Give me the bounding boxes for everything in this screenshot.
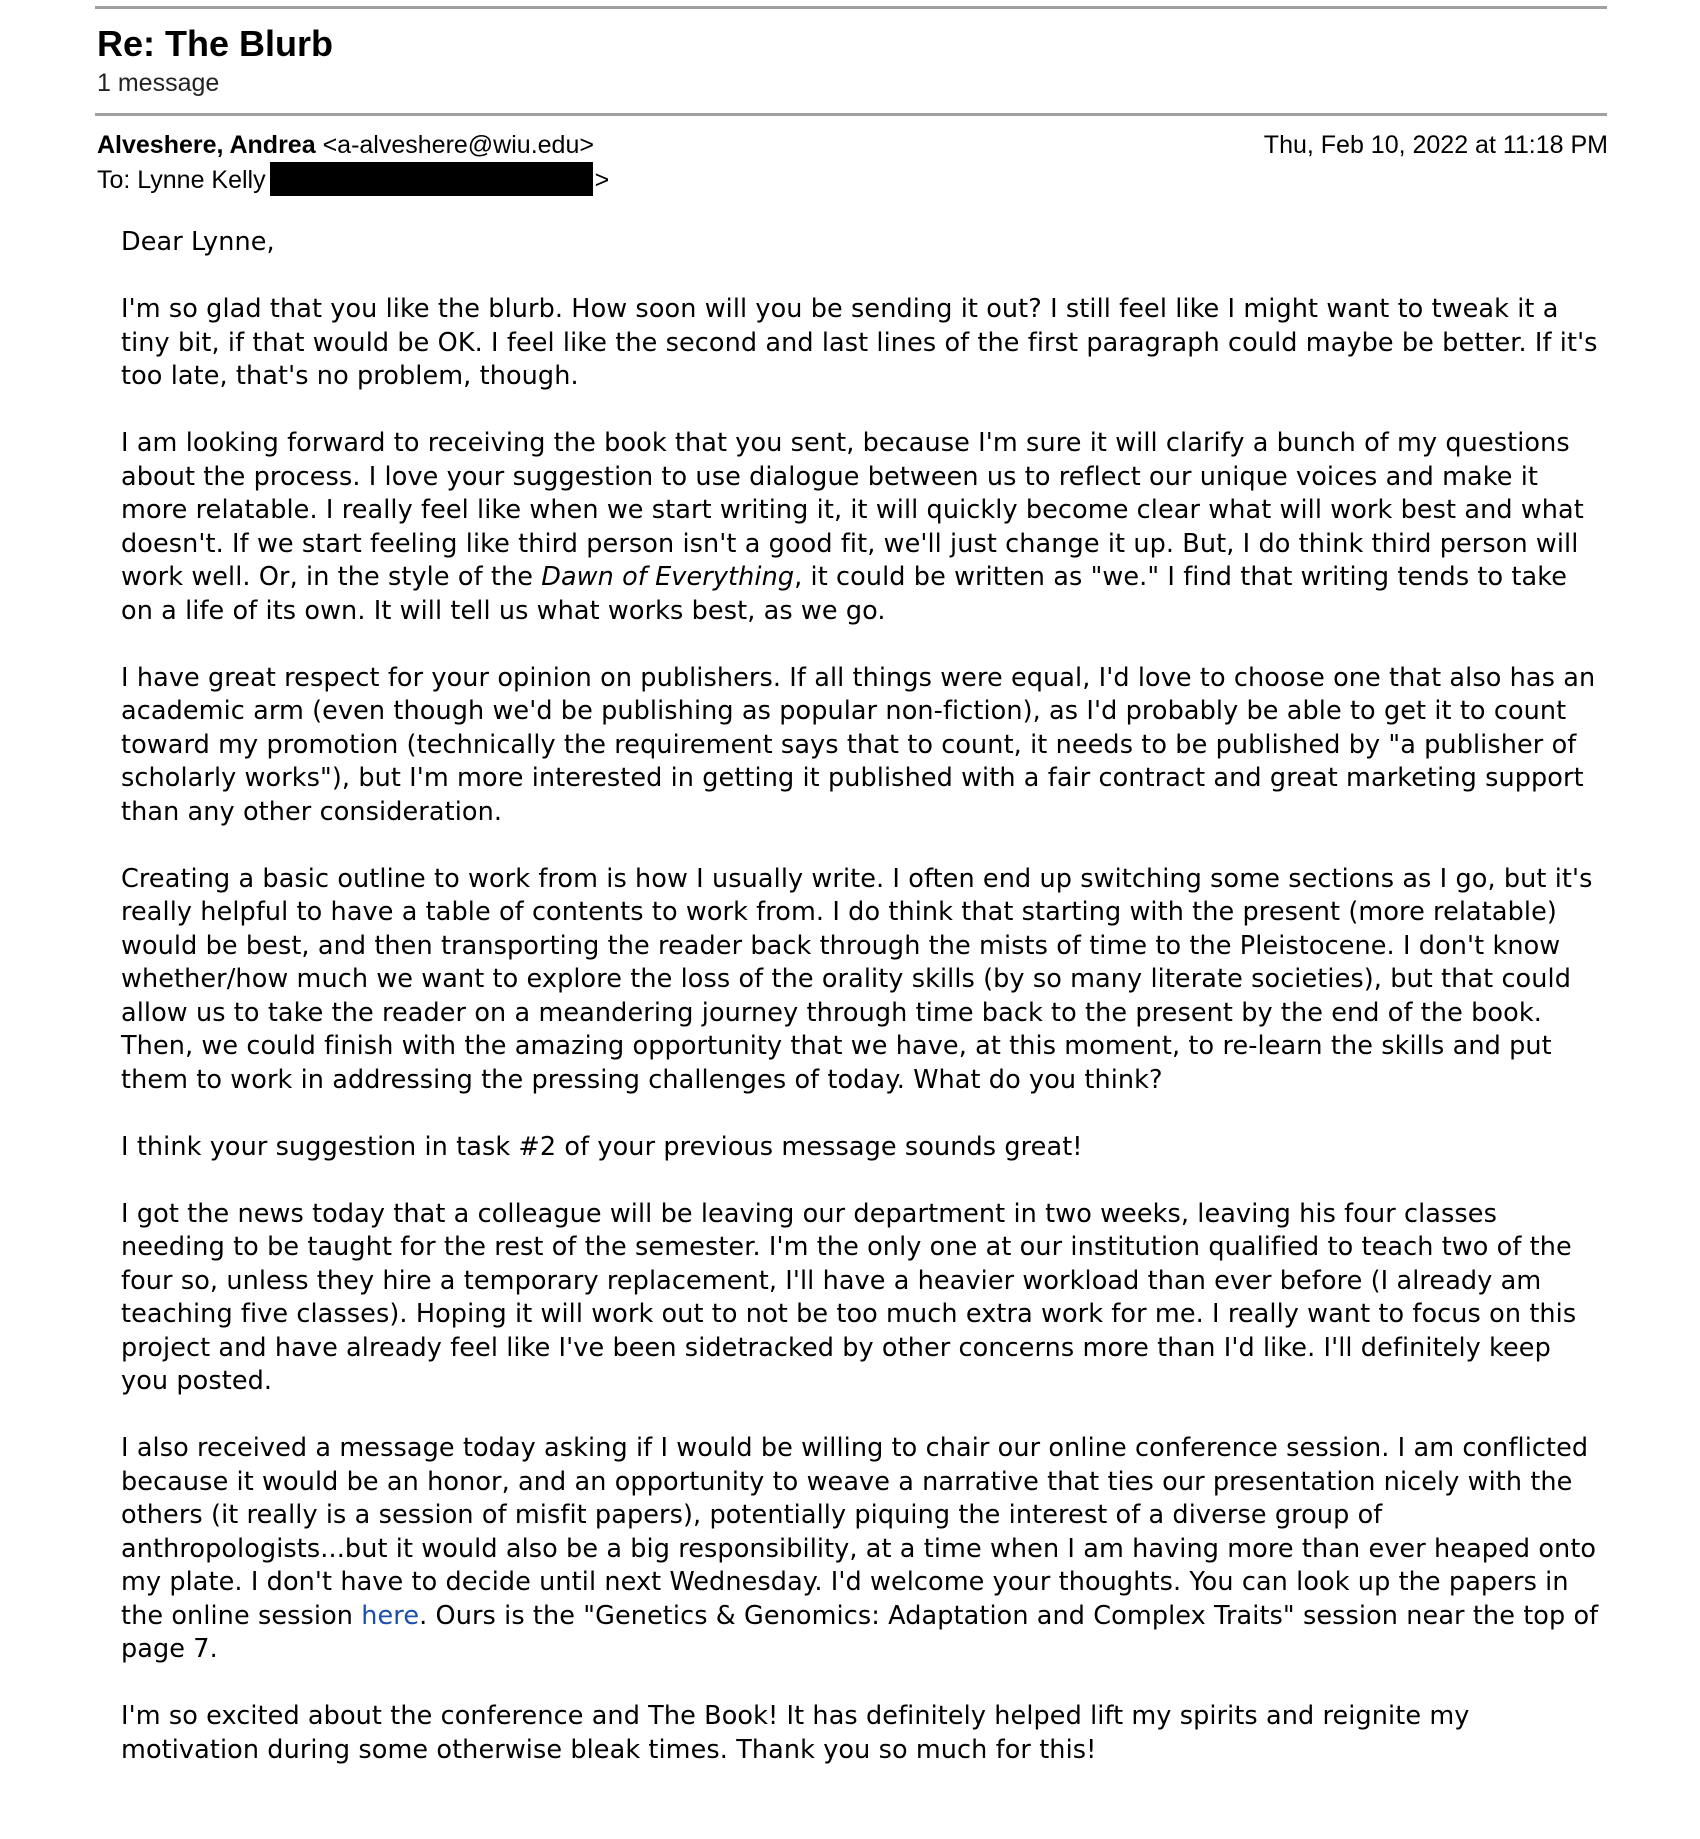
- paragraph-publishers: I have great respect for your opinion on publishers. If all things were equal, I'd love to choose one that also has an academic arm (even though we'd be publishing as popular non-fiction), as I'd probably be able to get it to count toward my promotion (technically the requirement says that to count, it needs to be published by "a publisher of scholarly works"), but I'm more interested in getting it published with a fair contract and great marketing support than any other consideration.: [121, 662, 1596, 827]
- recipient-close-bracket: >: [594, 166, 610, 194]
- paragraph-book: [121, 427, 1601, 628]
- paragraph-conference: [121, 1432, 1601, 1667]
- greeting: Dear Lynne,: [121, 227, 275, 257]
- paragraph-conference-text-1: I also received a message today asking if I would be willing to chair our online conference session. I am conflicted because it would be an honor, and an opportunity to weave a narrative that ties our presentation nicely with the others (it really is a session of misfit papers), potentially piquing the interest of a diverse group of anthropologists...but it would also be a big responsibility, at a time when I am having more than ever heaped onto my plate. I don't have to decide until next Wednesday. I'd welcome your thoughts. You can look up the papers in the online session: [121, 1433, 1597, 1631]
- message-count: 1 message: [97, 69, 220, 97]
- redacted-email-block: [270, 162, 593, 196]
- sender-name[interactable]: Alveshere, Andrea: [97, 131, 316, 159]
- paragraph-workload: I got the news today that a colleague will be leaving our department in two weeks, leaving his four classes needing to be taught for the rest of the semester. I'm the only one at our institution qualified to teach two of the four so, unless they hire a temporary replacement, I'll have a heavier workload than ever before (I already am teaching five classes). Hoping it will work out to not be too much extra work for me. I really want to focus on this project and have already feel like I've been sidetracked by other concerns more than I'd like. I'll definitely keep you posted.: [121, 1198, 1577, 1396]
- paragraph-blurb: I'm so glad that you like the blurb. How soon will you be sending it out? I still feel like I might want to tweak it a tiny bit, if that would be OK. I feel like the second and last lines of the first paragraph could maybe be better. If it's too late, that's no problem, though.: [121, 294, 1598, 391]
- session-link[interactable]: here: [361, 1600, 420, 1631]
- email-subject: Re: The Blurb: [97, 23, 334, 64]
- book-title-italic: Dawn of Everything: [541, 562, 795, 592]
- paragraph-closing: I'm so excited about the conference and The Book! It has definitely helped lift my spirits and reignite my motivation during some otherwise bleak times. Thank you so much for this!: [121, 1701, 1470, 1765]
- paragraph-conference-text-2: . Ours is the "Genetics & Genomics: Adaptation and Complex Traits" session near the top of page 7.: [121, 1600, 1599, 1664]
- email-body: [121, 226, 1601, 1801]
- recipient-label: To: Lynne Kelly: [97, 166, 266, 194]
- message-date: Thu, Feb 10, 2022 at 11:18 PM: [1263, 131, 1608, 159]
- recipient-line: [97, 162, 609, 196]
- paragraph-book-text-1: I am looking forward to receiving the book that you sent, because I'm sure it will clarify a bunch of my questions about the process. I love your suggestion to use dialogue between us to reflect our unique voices and make it more relatable. I really feel like when we start writing it, it will quickly become clear what will work best and what doesn't. If we start feeling like third person isn't a good fit, we'll just change it up. But, I do think third person will work well. Or, in the style of the: [121, 428, 1584, 592]
- paragraph-book-text-2: , it could be written as "we." I find that writing tends to take on a life of its own. It will tell us what works best, as we go.: [121, 562, 1567, 626]
- sender-line: [97, 130, 594, 160]
- header-divider: [95, 113, 1607, 116]
- paragraph-task: I think your suggestion in task #2 of your previous message sounds great!: [121, 1131, 1083, 1162]
- top-divider: [95, 6, 1607, 9]
- paragraph-outline: Creating a basic outline to work from is how I usually write. I often end up switching some sections as I go, but it's really helpful to have a table of contents to work from. I do think that starting with the present (more relatable) would be best, and then transporting the reader back through the mists of time to the Pleistocene. I don't know whether/how much we want to explore the loss of the orality skills (by so many literate societies), but that could allow us to take the reader on a meandering journey through time back to the present by the end of the book. Then, we could finish with the amazing opportunity that we have, at this moment, to re-learn the skills and put them to work in addressing the pressing challenges of today. What do you think?: [121, 863, 1593, 1095]
- sender-email[interactable]: <a-alveshere@wiu.edu>: [322, 131, 594, 159]
